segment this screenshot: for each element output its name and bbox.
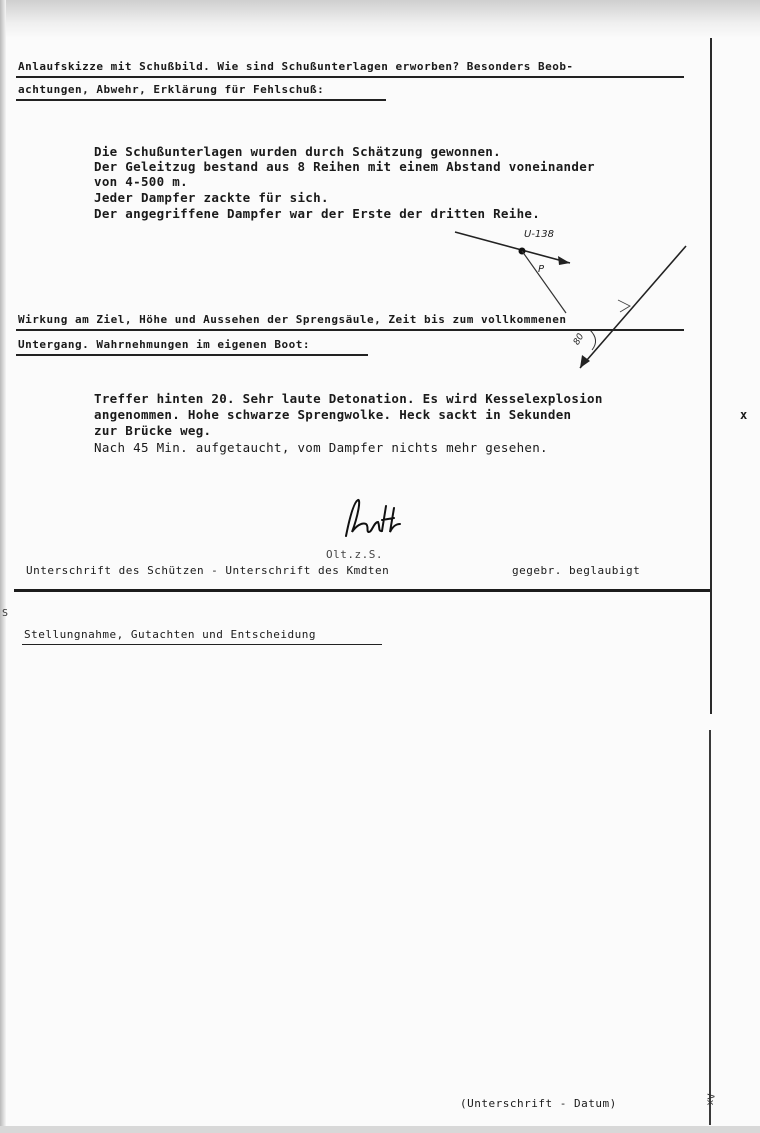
section2-line4: Nach 45 Min. aufgetaucht, vom Dampfer nichts mehr gesehen. — [94, 440, 548, 455]
signature-caption: Unterschrift des Schützen - Unterschrift des Kmdten — [26, 564, 390, 577]
signature-image — [336, 496, 416, 546]
section1-line5: Der angegriffene Dampfer war der Erste der dritten Reihe. — [94, 206, 541, 221]
left-margin-mark: S — [2, 608, 9, 619]
heading-effect-underline1 — [16, 329, 684, 331]
sketch-target-course — [580, 246, 686, 368]
sketch-label-angle: 80 — [571, 332, 587, 347]
section1-line1: Die Schußunterlagen wurden durch Schätzung gewonnen. — [94, 144, 501, 159]
heading-sketch-line1: Anlaufskizze mit Schußbild. Wie sind Schußunterlagen erworben? Besonders Beob- — [18, 60, 574, 73]
heading-effect-line2: Untergang. Wahrnehmungen im eigenen Boot: — [18, 338, 311, 351]
scan-edge-top — [0, 0, 760, 38]
heading-assessment: Stellungnahme, Gutachten und Entscheidung — [24, 628, 317, 641]
sketch-label-course: P — [538, 264, 545, 275]
section1-line4: Jeder Dampfer zackte für sich. — [94, 190, 329, 205]
section-separator — [14, 589, 710, 592]
section2-line3: zur Brücke weg. — [94, 423, 212, 438]
right-border-line — [710, 38, 712, 714]
bottom-corner-mark: Ax — [704, 1093, 716, 1106]
heading-sketch-underline2 — [16, 99, 386, 101]
sketch-label-boat: U-138 — [524, 229, 555, 240]
signature-certified: gegebr. beglaubigt — [512, 564, 641, 577]
section2-line1: Treffer hinten 20. Sehr laute Detonation. Es wird Kesselexplosion — [94, 391, 603, 406]
heading-sketch-underline1 — [16, 76, 684, 78]
scan-edge-bottom — [0, 1126, 760, 1133]
margin-mark-x: x — [740, 408, 748, 422]
heading-effect-underline2 — [16, 354, 368, 356]
sketch-target-arrowhead — [580, 355, 590, 368]
sketch-angle-mark — [618, 300, 630, 312]
sketch-angle-arc — [590, 330, 596, 350]
heading-sketch-line2: achtungen, Abwehr, Erklärung für Fehlschuß: — [18, 83, 325, 96]
heading-effect-line1: Wirkung am Ziel, Höhe und Aussehen der Sprengsäule, Zeit bis zum vollkommenen — [18, 313, 567, 326]
section1-line2: Der Geleitzug bestand aus 8 Reihen mit einem Abstand voneinander — [94, 159, 595, 174]
right-border-line-lower — [709, 730, 711, 1125]
heading-assessment-underline — [22, 644, 382, 645]
section1-line3: von 4-500 m. — [94, 174, 188, 189]
attack-sketch — [440, 218, 700, 378]
signature-stroke — [346, 500, 400, 536]
section2-line2: angenommen. Hohe schwarze Sprengwolke. Heck sackt in Sekunden — [94, 407, 572, 422]
signature-rank: Olt.z.S. — [326, 548, 383, 561]
sketch-course-arrowhead — [558, 256, 570, 265]
scan-edge-left — [0, 0, 9, 1133]
footer-signature-date: (Unterschrift - Datum) — [460, 1097, 617, 1110]
